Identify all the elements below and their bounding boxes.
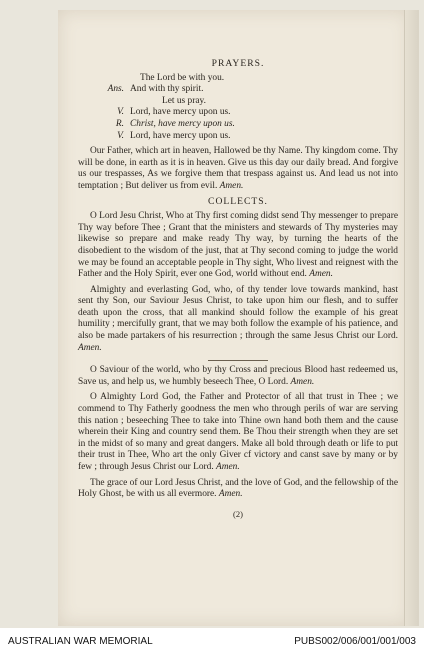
versicle-label: V. <box>117 130 124 141</box>
collect-text: O Almighty Lord God, the Father and Protector of all that trust in Thee ; we commend to Thy Fatherly goodness the men who through perils of war are serving this nation ; beseeching Thee to take into Thine own hand both them and the cause wherein their King and country send them. Be Thou their strength when they are set in the midst of so many and great dangers. Make all bold through death or life to put their trust in Thee, Who art the only Giver cf victory and canst save by many or by few ; through Jesus Christ our Lord. <box>78 392 398 472</box>
amen-text: Amen. <box>290 376 315 387</box>
amen-text: Amen. <box>309 269 333 280</box>
page-edge <box>404 10 419 626</box>
collect-text: The grace of our Lord Jesus Christ, and the love of God, and the fellowship of the Holy Ghost, be with us all evermore. <box>78 477 398 500</box>
footer-institution: AUSTRALIAN WAR MEMORIAL <box>8 636 153 647</box>
amen-text: Amen. <box>216 462 240 472</box>
versicle-text: Let us pray. <box>162 95 206 106</box>
versicle-line <box>78 73 398 85</box>
footer-reference: PUBS002/006/001/001/003 <box>294 636 416 647</box>
versicle-text: And with thy spirit. <box>130 84 204 95</box>
collect-paragraph <box>78 211 398 281</box>
collects-title: COLLECTS. <box>208 195 268 207</box>
archive-footer <box>0 628 424 654</box>
collect-paragraph <box>78 392 398 473</box>
collect-paragraph <box>78 285 398 355</box>
versicle-text: Lord, have mercy upon us. <box>130 107 231 118</box>
prayers-title: PRAYERS. <box>211 58 265 69</box>
collect-text: O Saviour of the world, who by thy Cross and precious Blood hast redeemed us, Save us, and help us, we humbly beseech Thee, O Lord. <box>78 365 398 387</box>
collect-paragraph <box>78 365 398 388</box>
versicle-line <box>78 131 398 143</box>
versicle-text: Lord, have mercy upon us. <box>130 130 231 141</box>
versicle-line <box>78 119 398 131</box>
versicle-line <box>78 107 398 119</box>
section-divider <box>208 360 268 361</box>
amen-text: Amen. <box>78 342 102 353</box>
amen-text: Amen. <box>218 489 243 500</box>
collect-paragraph <box>78 478 398 501</box>
versicle-label: Ans. <box>107 84 124 95</box>
collect-text: Almighty and everlasting God, who, of thy tender love towards mankind, hast sent thy Son, our Saviour Jesus Christ, to take upon him our flesh, and to suffer death upon the cross, that all mankind should follow the example of his great humility ; mercifully grant, that we may both follow the example of his patience, and also be made partakers of his resurrection ; through the same Jesus Christ our Lord. <box>78 284 398 342</box>
lords-prayer <box>78 146 398 192</box>
versicle-label: V. <box>117 107 124 118</box>
versicle-text: The Lord be with you. <box>140 72 225 83</box>
page-number: (2) <box>233 508 243 519</box>
versicle-line <box>78 96 398 108</box>
versicle-line <box>78 84 398 96</box>
amen-text: Amen. <box>219 180 244 191</box>
versicle-label: R. <box>115 118 124 129</box>
page-content <box>78 58 398 520</box>
versicle-text: Christ, have mercy upon us. <box>130 118 235 129</box>
versicles <box>78 73 398 143</box>
collect-text: O Lord Jesu Christ, Who at Thy first coming didst send Thy messenger to prepare Thy way before Thee ; Grant that the ministers and stewards of Thy mysteries may likewise so prepare and make ready Thy way, by turning the hearts of the disobedient to the wisdom of the just, that at Thy second coming to judge the world we may be found an acceptable people in Thy sight, Who livest and reignest with the Father and the Holy Spirit, ever one God, world without end. <box>78 211 398 280</box>
lords-prayer-text: Our Father, which art in heaven, Hallowed be thy Name. Thy kingdom come. Thy will be done, in earth as it is in heaven. Give us this day our daily bread. And forgive us our trespasses, As we forgive them that trespass against us. And lead us not into temptation ; But deliver us from evil. <box>78 146 398 191</box>
